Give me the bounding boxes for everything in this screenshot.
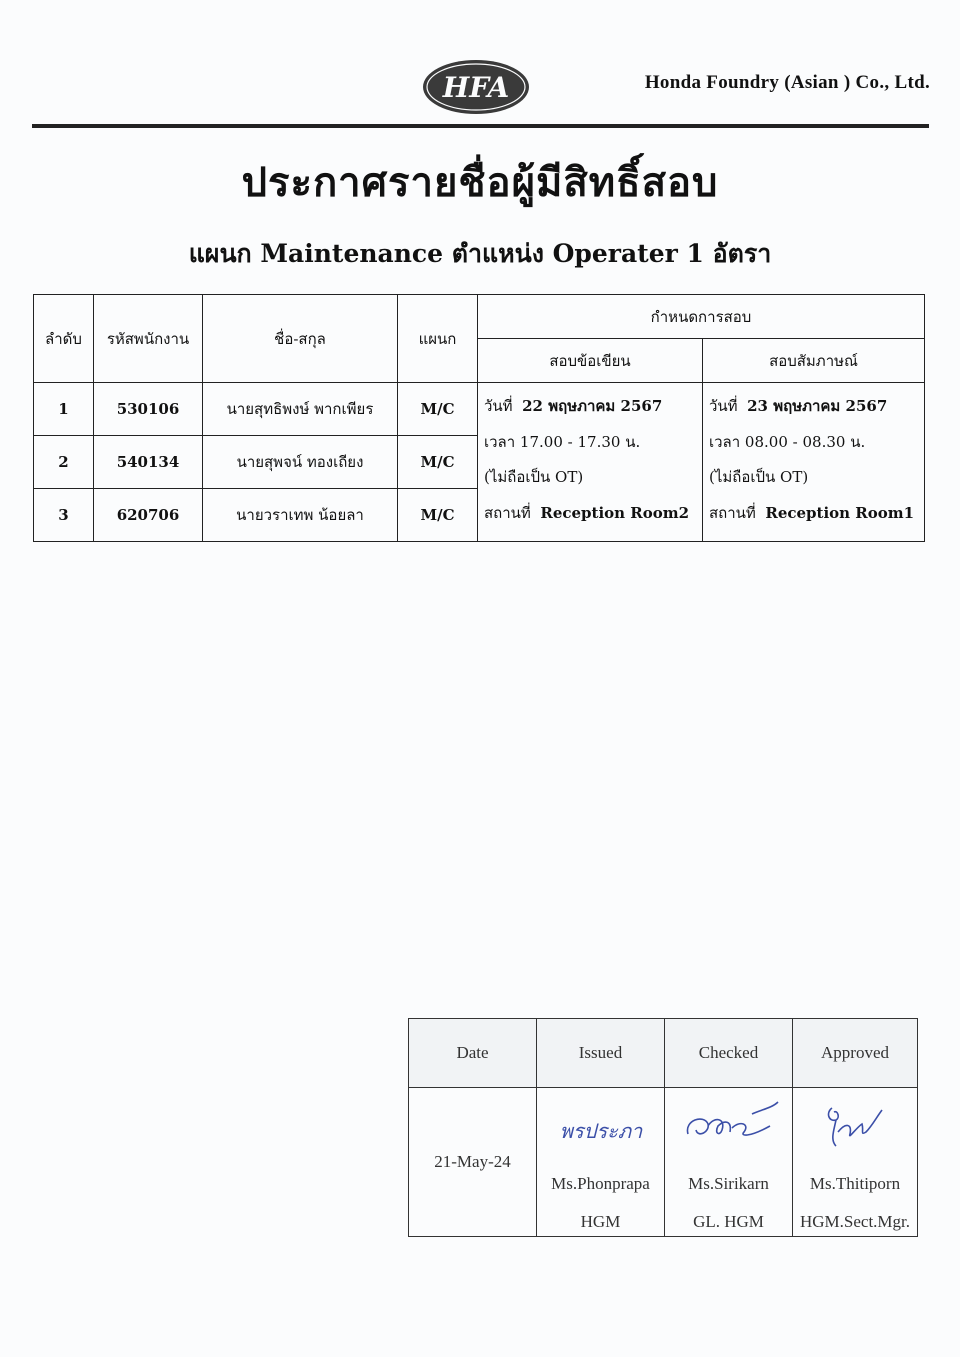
approval-header-checked: Checked [665, 1019, 793, 1088]
hfa-logo [421, 58, 531, 116]
row-department: M/C [398, 489, 478, 542]
checked-name: Ms.Sirikarn [688, 1174, 769, 1193]
header-interview: สอบสัมภาษณ์ [703, 339, 925, 383]
approved-name: Ms.Thitiporn [809, 1174, 901, 1193]
header-no: ลำดับ [34, 295, 94, 383]
page-subtitle: แผนก Maintenance ตำแหน่ง Operater 1 อัตรา [188, 239, 772, 268]
header-employee-id: รหัสพนักงาน [94, 295, 203, 383]
header-schedule: กำหนดการสอบ [478, 295, 925, 339]
approved-role: HGM.Sect.Mgr. [799, 1212, 911, 1231]
header-department: แผนก [398, 295, 478, 383]
header-name: ชื่อ-สกุล [203, 295, 398, 383]
written-date-label: วันที่ [484, 397, 513, 415]
checked-role: GL. HGM [693, 1212, 764, 1231]
row-name: นายสุทธิพงษ์ พากเพียร [203, 383, 398, 436]
approval-body-row [409, 1088, 918, 1237]
interview-place-label: สถานที่ [709, 503, 756, 522]
interview-note: (ไม่ถือเป็น OT) [709, 468, 809, 486]
company-name: Honda Foundry (Asian ) Co., Ltd. [644, 72, 930, 93]
written-place: Reception Room2 [540, 503, 690, 522]
svg-text:HFA: HFA [442, 71, 510, 104]
candidates-table [33, 294, 925, 542]
row-no: 3 [34, 489, 94, 542]
row-name: นายสุพจน์ ทองเถียง [203, 436, 398, 489]
interview-date: 23 พฤษภาคม 2567 [747, 397, 888, 415]
interview-place: Reception Room1 [765, 503, 915, 522]
approval-header-issued: Issued [537, 1019, 665, 1088]
issued-cell [537, 1088, 665, 1237]
table-header-row [34, 295, 925, 339]
approved-signature [800, 1098, 910, 1154]
interview-date-label: วันที่ [709, 397, 738, 415]
approval-table [408, 1018, 918, 1237]
approval-header-approved: Approved [793, 1019, 918, 1088]
interview-time: เวลา 08.00 - 08.30 น. [709, 432, 866, 451]
row-employee-id: 620706 [94, 489, 203, 542]
approval-header-row [409, 1019, 918, 1088]
issued-name: Ms.Phonprapa [551, 1174, 650, 1193]
written-date: 22 พฤษภาคม 2567 [522, 397, 663, 415]
issued-role: HGM [580, 1212, 621, 1231]
page-title: ประกาศรายชื่อผู้มีสิทธิ์สอบ [241, 159, 719, 206]
written-place-label: สถานที่ [484, 503, 531, 522]
interview-schedule [703, 383, 925, 542]
written-time: เวลา 17.00 - 17.30 น. [484, 432, 641, 451]
issued-signature [546, 1098, 656, 1154]
header-rule [32, 124, 929, 128]
row-name: นายวราเทพ น้อยลา [203, 489, 398, 542]
approval-header-date: Date [409, 1019, 537, 1088]
written-exam-schedule [478, 383, 703, 542]
header-written: สอบข้อเขียน [478, 339, 703, 383]
written-note: (ไม่ถือเป็น OT) [484, 468, 584, 486]
row-employee-id: 540134 [94, 436, 203, 489]
row-no: 1 [34, 383, 94, 436]
checked-cell [665, 1088, 793, 1237]
row-employee-id: 530106 [94, 383, 203, 436]
approval-date: 21-May-24 [409, 1088, 537, 1237]
checked-signature [674, 1098, 784, 1154]
row-no: 2 [34, 436, 94, 489]
row-department: M/C [398, 383, 478, 436]
row-department: M/C [398, 436, 478, 489]
table-row [34, 383, 925, 436]
approved-cell [793, 1088, 918, 1237]
svg-text:พรประภา: พรประภา [559, 1119, 642, 1143]
